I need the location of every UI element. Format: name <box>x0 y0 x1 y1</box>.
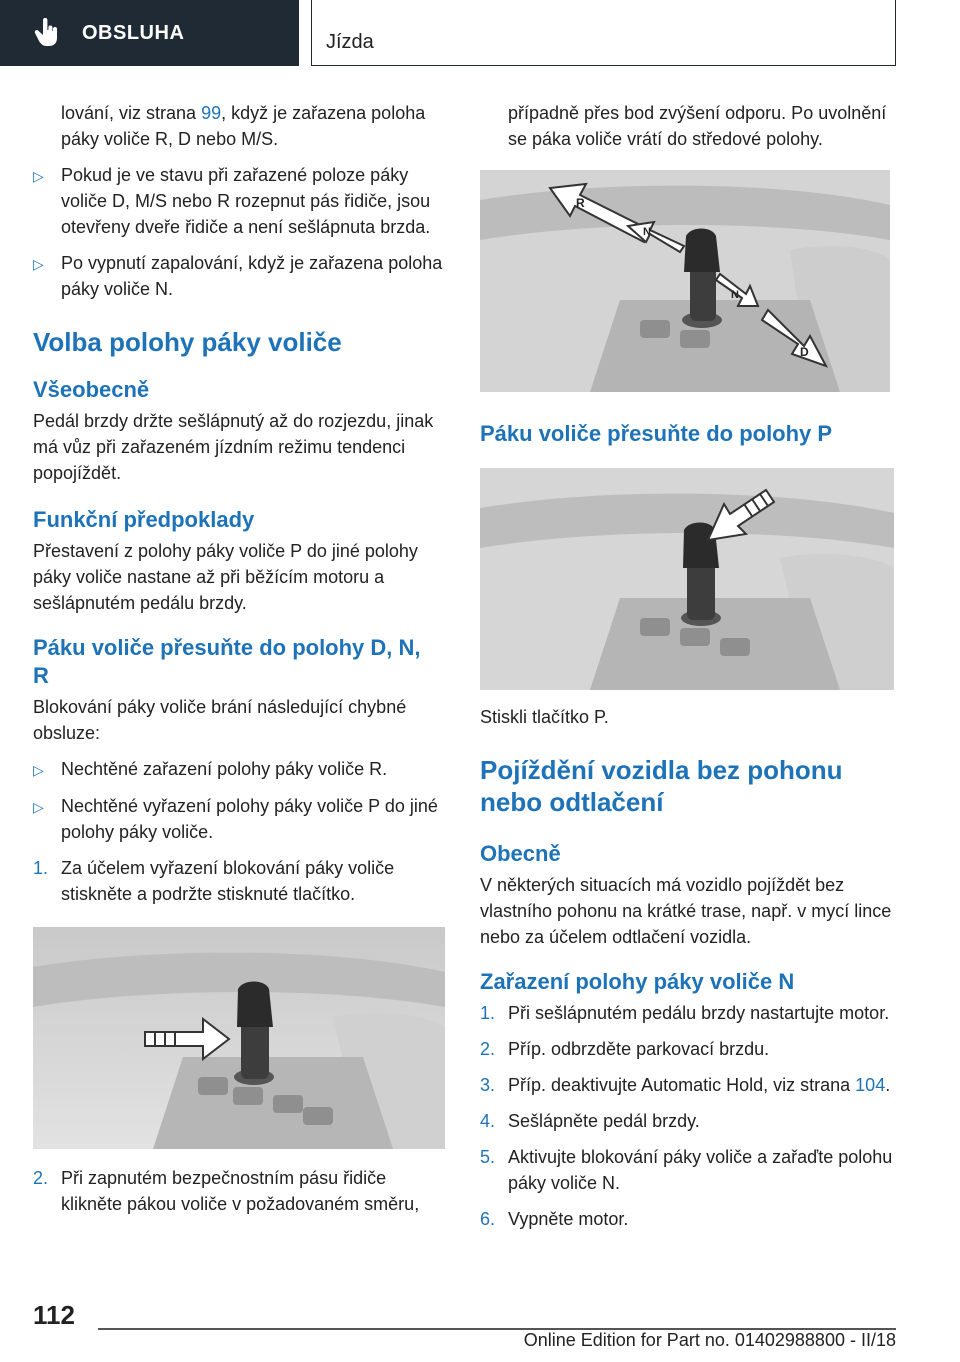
step-item: 1. Při sešlápnutém pedálu brzdy nastartujte motor. <box>480 1003 890 1023</box>
heading-zarazeni: Zařazení polohy páky voliče N <box>480 969 795 994</box>
header-section-tab[interactable] <box>0 0 299 66</box>
continued-paragraph-right: případně přes bod zvýšení odporu. Po uvolnění se páka voliče vrátí do středové polohy. <box>508 103 887 149</box>
paragraph-blokovani: Blokování páky voliče brání následující chybné obsluze: <box>33 697 407 743</box>
figure-unlock-button <box>33 927 445 1149</box>
paragraph-stiskli: Stiskli tlačítko P. <box>480 707 609 727</box>
page-link-99[interactable]: 99 <box>201 103 222 123</box>
triangle-bullet-icon: ▷ <box>33 762 44 778</box>
step-item: 1. Za účelem vyřazení blokování páky voliče stiskněte a podržte stisknuté tlačítko. <box>33 858 395 904</box>
paragraph-vseobecne: Pedál brzdy držte sešlápnutý až do rozjezdu, jinak má vůz při zařazeném jízdním režimu tendenci popojíždět. <box>33 411 434 483</box>
header-topic-label: Jízda <box>326 31 374 53</box>
step-item: 2. Příp. odbrzděte parkovací brzdu. <box>480 1039 770 1059</box>
list-item: ▷ Nechtěné vyřazení polohy páky voliče P do jiné polohy páky voliče. <box>33 793 445 845</box>
triangle-bullet-icon: ▷ <box>33 799 44 815</box>
paragraph-funkcni: Přestavení z polohy páky voliče P do jiné polohy páky voliče nastane až při běžícím motoru a sešlápnutém pedálu brzdy. <box>33 541 418 613</box>
header-section-label: OBSLUHA <box>82 21 185 44</box>
triangle-bullet-icon: ▷ <box>33 256 44 272</box>
figure-shift-directions <box>480 170 890 392</box>
hand-pointer-icon <box>34 18 74 48</box>
heading-volba: Volba polohy páky voliče <box>33 327 342 357</box>
figure-label-d: D <box>800 345 809 359</box>
triangle-bullet-icon: ▷ <box>33 168 44 184</box>
page-link-104[interactable]: 104 <box>855 1075 886 1095</box>
list-item: ▷ Po vypnutí zapalování, když je zařazena poloha páky voliče N. <box>33 250 445 302</box>
footer-edition: Online Edition for Part no. 01402988800 - II/18 <box>523 1330 896 1350</box>
figure-button-p <box>480 468 894 690</box>
header-topic-box <box>311 0 896 66</box>
step-item: 4. Sešlápněte pedál brzdy. <box>480 1111 700 1131</box>
heading-funkcni: Funkční předpoklady <box>33 507 255 532</box>
figure-label-n1: N <box>643 226 651 238</box>
list-item: ▷ Pokud je ve stavu při zařazené poloze páky voliče D, M/S nebo R rozepnut pás řidiče, jsou otevřeny dveře řidiče a není sešlápnuta brzda. <box>33 162 445 240</box>
right-column <box>480 100 894 1232</box>
paragraph-obecne: V některých situacích má vozidlo pojíždět bez vlastního pohonu na krátké trase, např. v mycí lince nebo za účelem odtlačení vozidla. <box>480 875 892 947</box>
step-item: 2. Při zapnutém bezpečnostním pásu řidiče klikněte pákou voliče v požadovaném směru, <box>33 1168 420 1214</box>
heading-vseobecne: Všeobecně <box>33 377 150 402</box>
step-item: 3. Příp. deaktivujte Automatic Hold, viz strana 104. <box>480 1075 891 1095</box>
step-item: 5. Aktivujte blokování páky voliče a zařaďte polohu páky voliče N. <box>480 1147 893 1193</box>
page-number: 112 <box>33 1300 75 1330</box>
heading-paku-dnr: Páku voliče přesuňte do polohy D, N, R <box>33 635 421 688</box>
figure-label-n2: N <box>731 289 739 301</box>
figure-label-r: R <box>576 196 585 210</box>
heading-pojizdeni: Pojíždění vozidla bez pohonu nebo odtlačení <box>480 755 843 817</box>
heading-obecne: Obecně <box>480 841 561 866</box>
heading-paku-p: Páku voliče přesuňte do polohy P <box>480 421 833 446</box>
left-column <box>33 100 445 1217</box>
step-item: 6. Vypněte motor. <box>480 1209 629 1229</box>
list-item: ▷ Nechtěné zařazení polohy páky voliče R. <box>33 756 445 783</box>
continued-paragraph: lování, viz strana 99, když je zařazena poloha páky voliče R, D nebo M/S. <box>61 103 426 149</box>
